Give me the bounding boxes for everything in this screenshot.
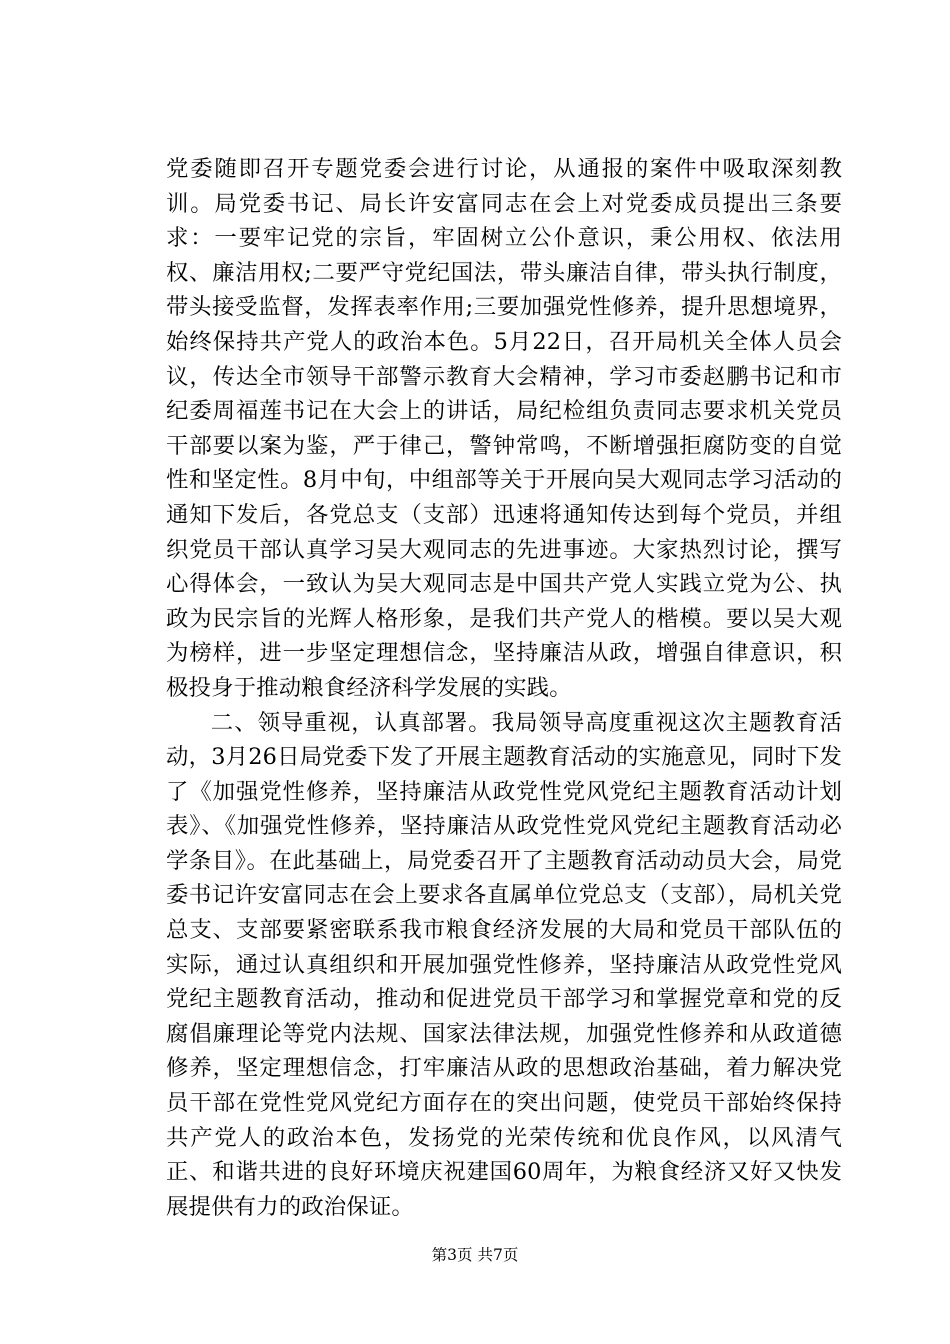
document-body [166, 152, 842, 1224]
paragraph-section-two: 二、领导重视，认真部署。我局领导高度重视这次主题教育活动，3月26日局党委下发了开展主题教育活动的实施意见，同时下发了《加强党性修养，坚持廉洁从政党性党风党纪主题教育活动计划表》、《加强党性修养，坚持廉洁从政党性党风党纪主题教育活动必学条目》。在此基础上，局党委召开了主题教育活动动员大会，局党委书记许安富同志在会上要求各直属单位党总支（支部），局机关党总支、支部要紧密联系我市粮食经济发展的大局和党员干部队伍的实际，通过认真组织和开展加强党性修养，坚持廉洁从政党性党风党纪主题教育活动，推动和促进党员干部学习和掌握党章和党的反腐倡廉理论等党内法规、国家法律法规，加强党性修养和从政道德修养，坚定理想信念，打牢廉洁从政的思想政治基础，着力解决党员干部在党性党风党纪方面存在的突出问题，使党员干部始终保持共产党人的政治本色，发扬党的光荣传统和优良作风，以风清气正、和谐共进的良好环境庆祝建国60周年，为粮食经济又好又快发展提供有力的政治保证。 [166, 709, 842, 1220]
page-number-footer: 第3页 共7页 [431, 1246, 519, 1264]
paragraph-continuation: 党委随即召开专题党委会进行讨论，从通报的案件中吸取深刻教训。局党委书记、局长许安富同志在会上对党委成员提出三条要求：一要牢记党的宗旨，牢固树立公仆意识，秉公用权、依法用权、廉洁用权;二要严守党纪国法，带头廉洁自律，带头执行制度，带头接受监督，发挥表率作用;三要加强党性修养，提升思想境界，始终保持共产党人的政治本色。5月22日，召开局机关全体人员会议，传达全市领导干部警示教育大会精神，学习市委赵鹏书记和市纪委周福莲书记在大会上的讲话，局纪检组负责同志要求机关党员干部要以案为鉴，严于律己，警钟常鸣，不断增强拒腐防变的自觉性和坚定性。8月中旬，中组部等关于开展向吴大观同志学习活动的通知下发后，各党总支（支部）迅速将通知传达到每个党员，并组织党员干部认真学习吴大观同志的先进事迹。大家热烈讨论，撰写心得体会，一致认为吴大观同志是中国共产党人实践立党为公、执政为民宗旨的光辉人格形象，是我们共产党人的楷模。要以吴大观为榜样，进一步坚定理想信念，坚持廉洁从政，增强自律意识，积极投身于推动粮食经济科学发展的实践。 [166, 156, 842, 701]
